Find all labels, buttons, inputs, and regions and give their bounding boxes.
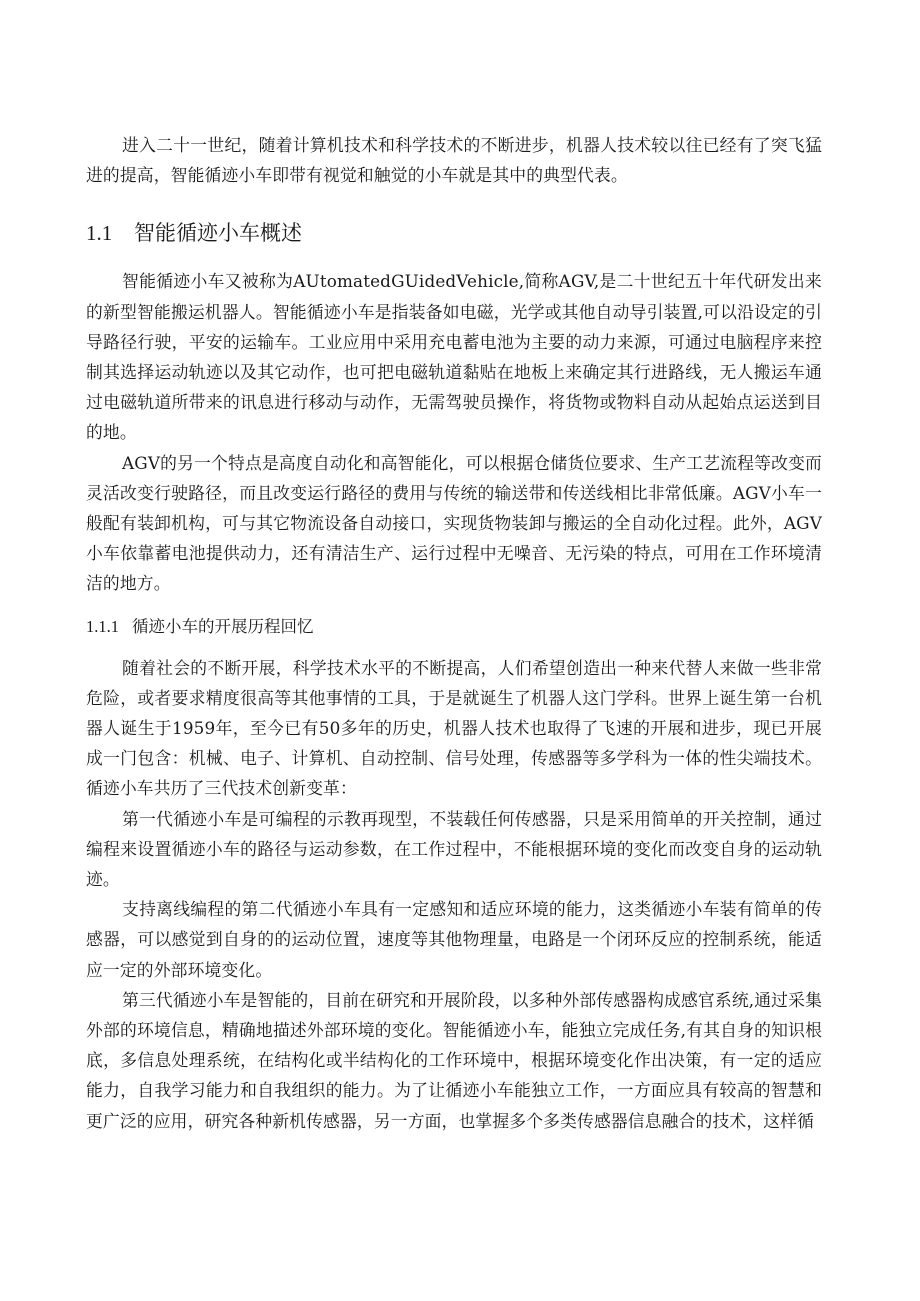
subsection-heading	[86, 613, 822, 641]
section-paragraph-2: AGV的另一个特点是高度自动化和高智能化，可以根据仓储货位要求、生产工艺流程等改变而灵活改变行驶路径，而且改变运行路径的费用与传统的输送带和传送线相比非常低廉。AGV小车一般配有装卸机构，可与其它物流设备自动接口，实现货物装卸与搬运的全自动化过程。此外，AGV小车依靠蓄电池提供动力，还有清洁生产、运行过程中无噪音、无污染的特点，可用在工作环境清洁的地方。	[86, 452, 822, 594]
section-number: 1.1	[86, 221, 113, 246]
section-heading	[86, 216, 822, 250]
section-title: 智能循迹小车概述	[134, 221, 302, 246]
intro-paragraph: 进入二十一世纪，随着计算机技术和科学技术的不断进步，机器人技术较以往已经有了突飞猛进的提高，智能循迹小车即带有视觉和触觉的小车就是其中的典型代表。	[86, 135, 822, 186]
section-paragraph-1: 智能循迹小车又被称为AUtomatedGUidedVehicle,简称AGV,是二十世纪五十年代研发出来的新型智能搬运机器人。智能循迹小车是指装备如电磁，光学或其他自动导引装置,可以沿设定的引导路径行驶，平安的运输车。工业应用中采用充电蓄电池为主要的动力来源，可通过电脑程序来控制其选择运动轨迹以及其它动作，也可把电磁轨道黏贴在地板上来确定其行进路线，无人搬运车通过电磁轨道所带来的讯息进行移动与动作，无需驾驶员操作，将货物或物料自动从起始点运送到目的地。	[86, 271, 822, 443]
subsection-paragraph-2: 第一代循迹小车是可编程的示教再现型，不装载任何传感器，只是采用简单的开关控制，通过编程来设置循迹小车的路径与运动参数，在工作过程中，不能根据环境的变化而改变自身的运动轨迹。	[86, 808, 822, 890]
subsection-paragraph-1: 随着社会的不断开展，科学技术水平的不断提高，人们希望创造出一种来代替人来做一些非常危险，或者要求精度很高等其他事情的工具，于是就诞生了机器人这门学科。世界上诞生第一台机器人诞生于1959年，至今已有50多年的历史，机器人技术也取得了飞速的开展和进步，现已开展成一门包含：机械、电子、计算机、自动控制、信号处理，传感器等多学科为一体的性尖端技术。循迹小车共历了三代技术创新变革：	[86, 657, 822, 799]
subsection-paragraph-4: 第三代循迹小车是智能的，目前在研究和开展阶段，以多种外部传感器构成感官系统,通过采集外部的环境信息，精确地描述外部环境的变化。智能循迹小车，能独立完成任务,有其自身的知识根底，多信息处理系统，在结构化或半结构化的工作环境中，根据环境变化作出决策，有一定的适应能力，自我学习能力和自我组织的能力。为了让循迹小车能独立工作，一方面应具有较高的智慧和更广泛的应用，研究各种新机传感器，另一方面，也掌握多个多类传感器信息融合的技术，这样循	[86, 989, 822, 1131]
subsection-paragraph-3: 支持离线编程的第二代循迹小车具有一定感知和适应环境的能力，这类循迹小车装有简单的传感器，可以感觉到自身的的运动位置，速度等其他物理量，电路是一个闭环反应的控制系统，能适应一定的外部环境变化。	[86, 899, 822, 980]
subsection-number: 1.1.1	[86, 616, 119, 636]
document-page	[86, 130, 822, 1136]
subsection-title: 循迹小车的开展历程回忆	[132, 616, 314, 636]
